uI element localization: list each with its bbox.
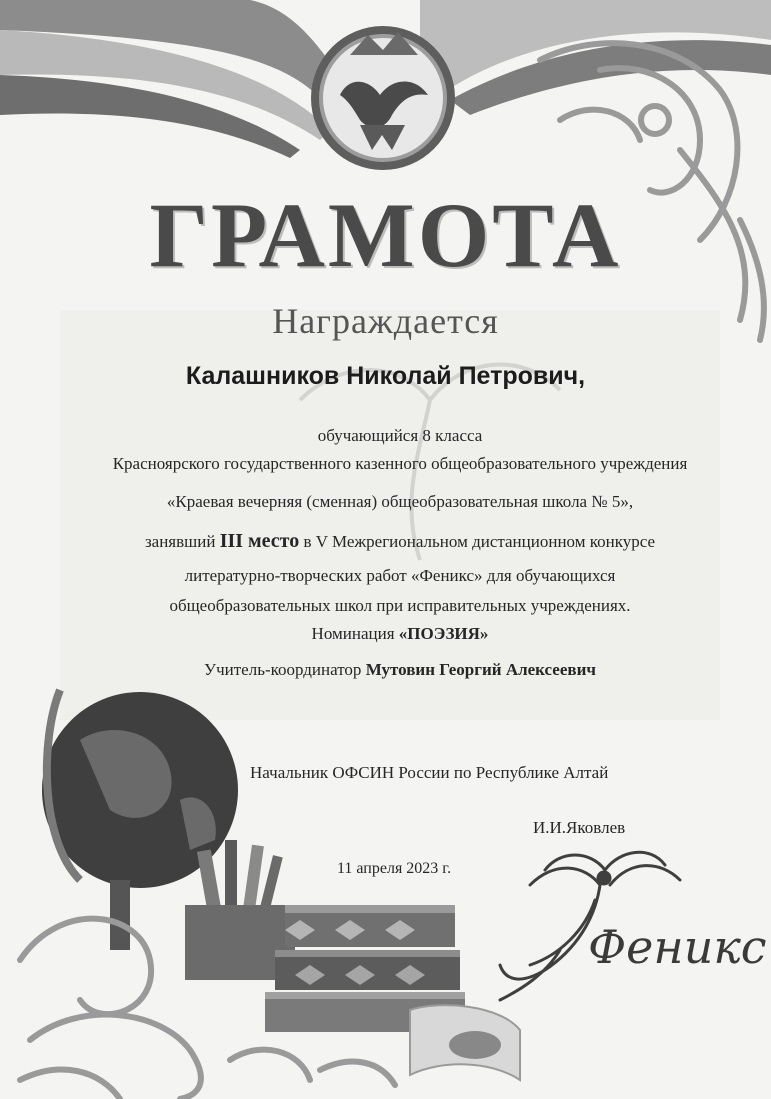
place-suffix: в V Межрегиональном дистанционном конкурсе [303,532,656,551]
school-line: «Краевая вечерняя (сменная) общеобразовательная школа № 5», [166,492,634,511]
schools-line: общеобразовательных школ при исправительных учреждениях. [169,596,631,615]
certificate-title: ГРАМОТА [149,184,622,286]
recipient-name: Калашников Николай Петрович, [185,362,586,390]
nomination-line [40,624,760,644]
nomination-value: «ПОЭЗИЯ» [398,624,489,643]
student-line: обучающийся 8 класса [317,426,483,445]
teacher-name: Мутовин Георгий Алексеевич [365,660,596,679]
place-prefix: занявший [144,532,216,551]
contest-line: литературно-творческих работ «Феникс» для обучающихся [184,566,616,585]
institution-line: Красноярского государственного казенного общеобразовательного учреждения [112,454,688,473]
phoenix-logo-text: Феникс [588,920,767,974]
place-value: III место [219,530,300,552]
awarded-label: Награждается [272,301,499,341]
nomination-label: Номинация [311,624,395,643]
head-title: Начальник ОФСИН России по Республике Алтай [250,763,609,782]
signer-name: И.И.Яковлев [533,818,626,837]
teacher-label: Учитель-координатор [204,660,362,679]
place-line [40,530,760,553]
coat-of-arms-emblem [311,26,455,170]
teacher-line [40,660,760,680]
issue-date: 11 апреля 2023 г. [337,860,452,877]
